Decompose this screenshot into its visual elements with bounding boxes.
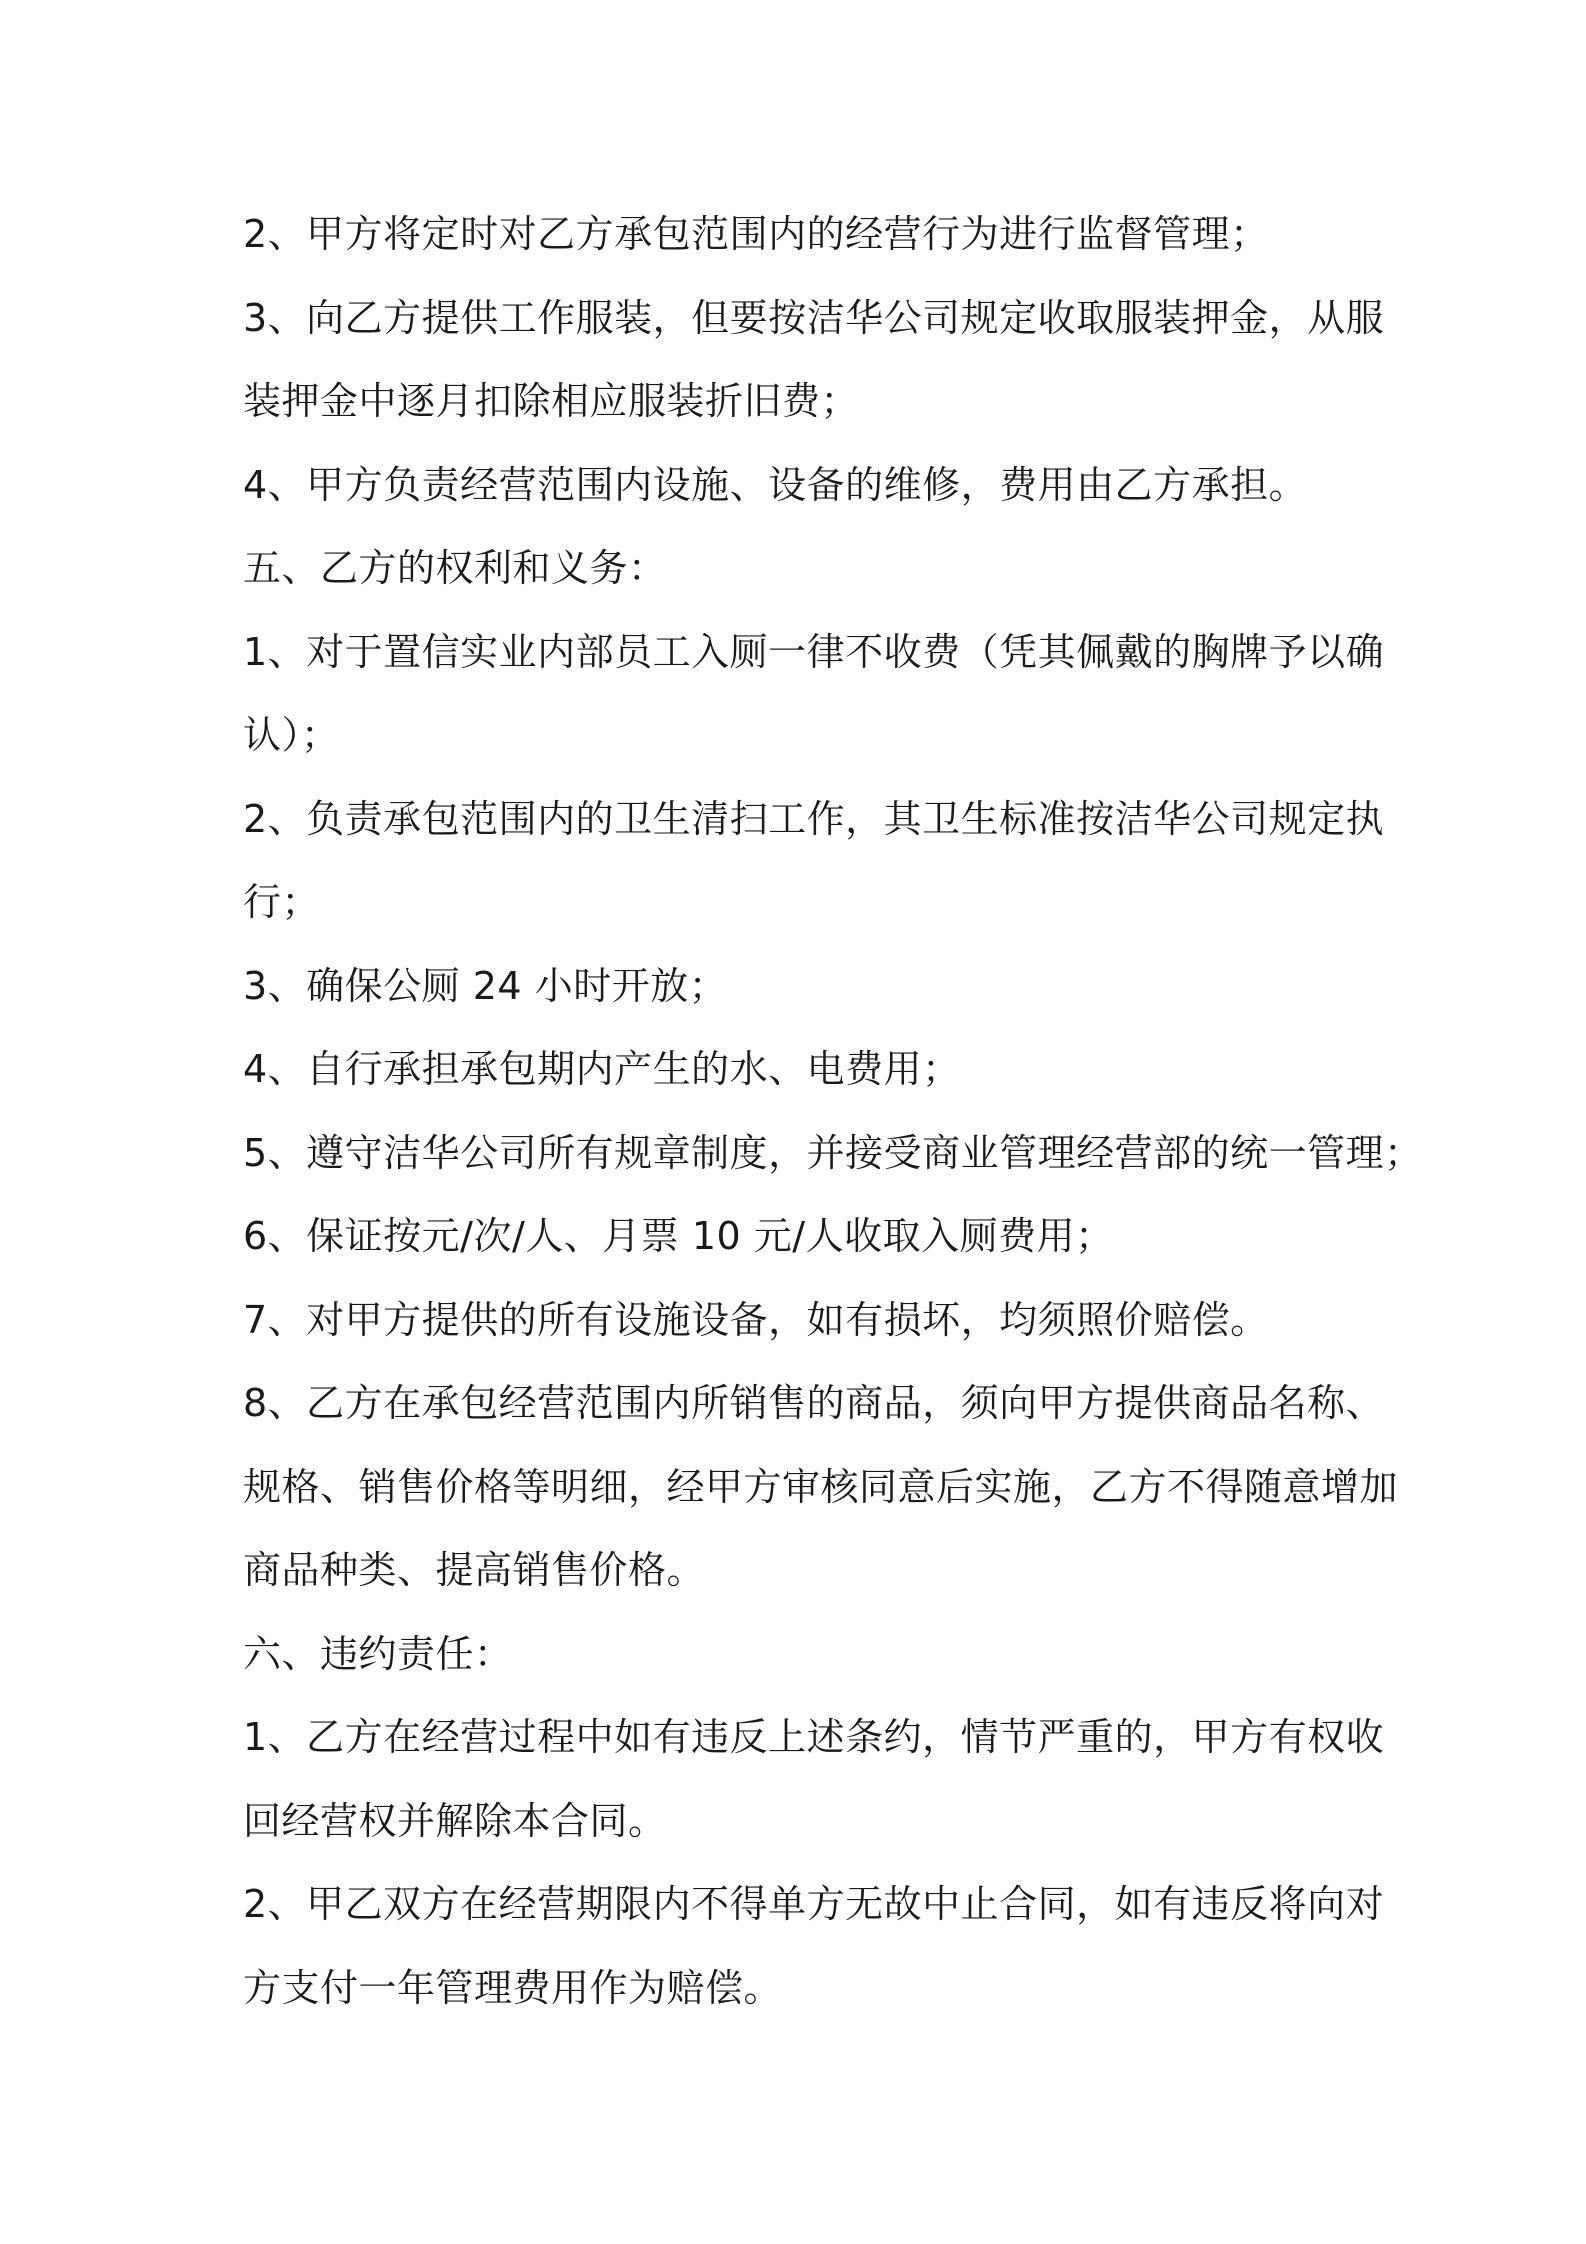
text-line: 认）； bbox=[243, 713, 340, 757]
text-line: 6、保证按元/次/人、月票 10 元/人收取入厕费用； bbox=[243, 1214, 1114, 1258]
text-line: 7、对甲方提供的所有设施设备，如有损坏，均须照价赔偿。 bbox=[243, 1297, 1269, 1342]
text-line: 4、甲方负责经营范围内设施、设备的维修，费用由乙方承担。 bbox=[243, 462, 1308, 507]
text-line: 1、对于置信实业内部员工入厕一律不收费（凭其佩戴的胸牌予以确 bbox=[243, 629, 1385, 674]
document-body bbox=[243, 193, 1423, 2030]
text-line: 行； bbox=[243, 880, 321, 924]
text-line: 2、甲乙双方在经营期限内不得单方无故中止合同，如有违反将向对 bbox=[243, 1882, 1385, 1926]
text-line: 装押金中逐月扣除相应服装折旧费； bbox=[243, 379, 860, 423]
text-line: 方支付一年管理费用作为赔偿。 bbox=[243, 1965, 783, 2010]
text-line: 3、确保公厕 24 小时开放； bbox=[243, 963, 728, 1008]
section-heading: 六、违约责任： bbox=[243, 1631, 513, 1676]
text-line: 8、乙方在承包经营范围内所销售的商品，须向甲方提供商品名称、 bbox=[243, 1381, 1385, 1425]
text-line: 3、向乙方提供工作服装，但要按洁华公司规定收取服装押金，从服 bbox=[243, 295, 1385, 340]
text-line: 规格、销售价格等明细，经甲方审核同意后实施，乙方不得随意增加 bbox=[243, 1464, 1399, 1509]
section-heading: 五、乙方的权利和义务： bbox=[243, 546, 667, 590]
text-line: 回经营权并解除本合同。 bbox=[243, 1798, 667, 1843]
text-line: 2、甲方将定时对乙方承包范围内的经营行为进行监督管理； bbox=[243, 212, 1269, 256]
text-line: 1、乙方在经营过程中如有违反上述条约，情节严重的，甲方有权收 bbox=[243, 1715, 1385, 1759]
text-line: 4、自行承担承包期内产生的水、电费用； bbox=[243, 1047, 961, 1091]
text-line: 2、负责承包范围内的卫生清扫工作，其卫生标准按洁华公司规定执 bbox=[243, 796, 1385, 841]
text-line: 5、遵守洁华公司所有规章制度，并接受商业管理经营部的统一管理； bbox=[243, 1130, 1423, 1175]
text-line: 商品种类、提高销售价格。 bbox=[243, 1548, 706, 1592]
